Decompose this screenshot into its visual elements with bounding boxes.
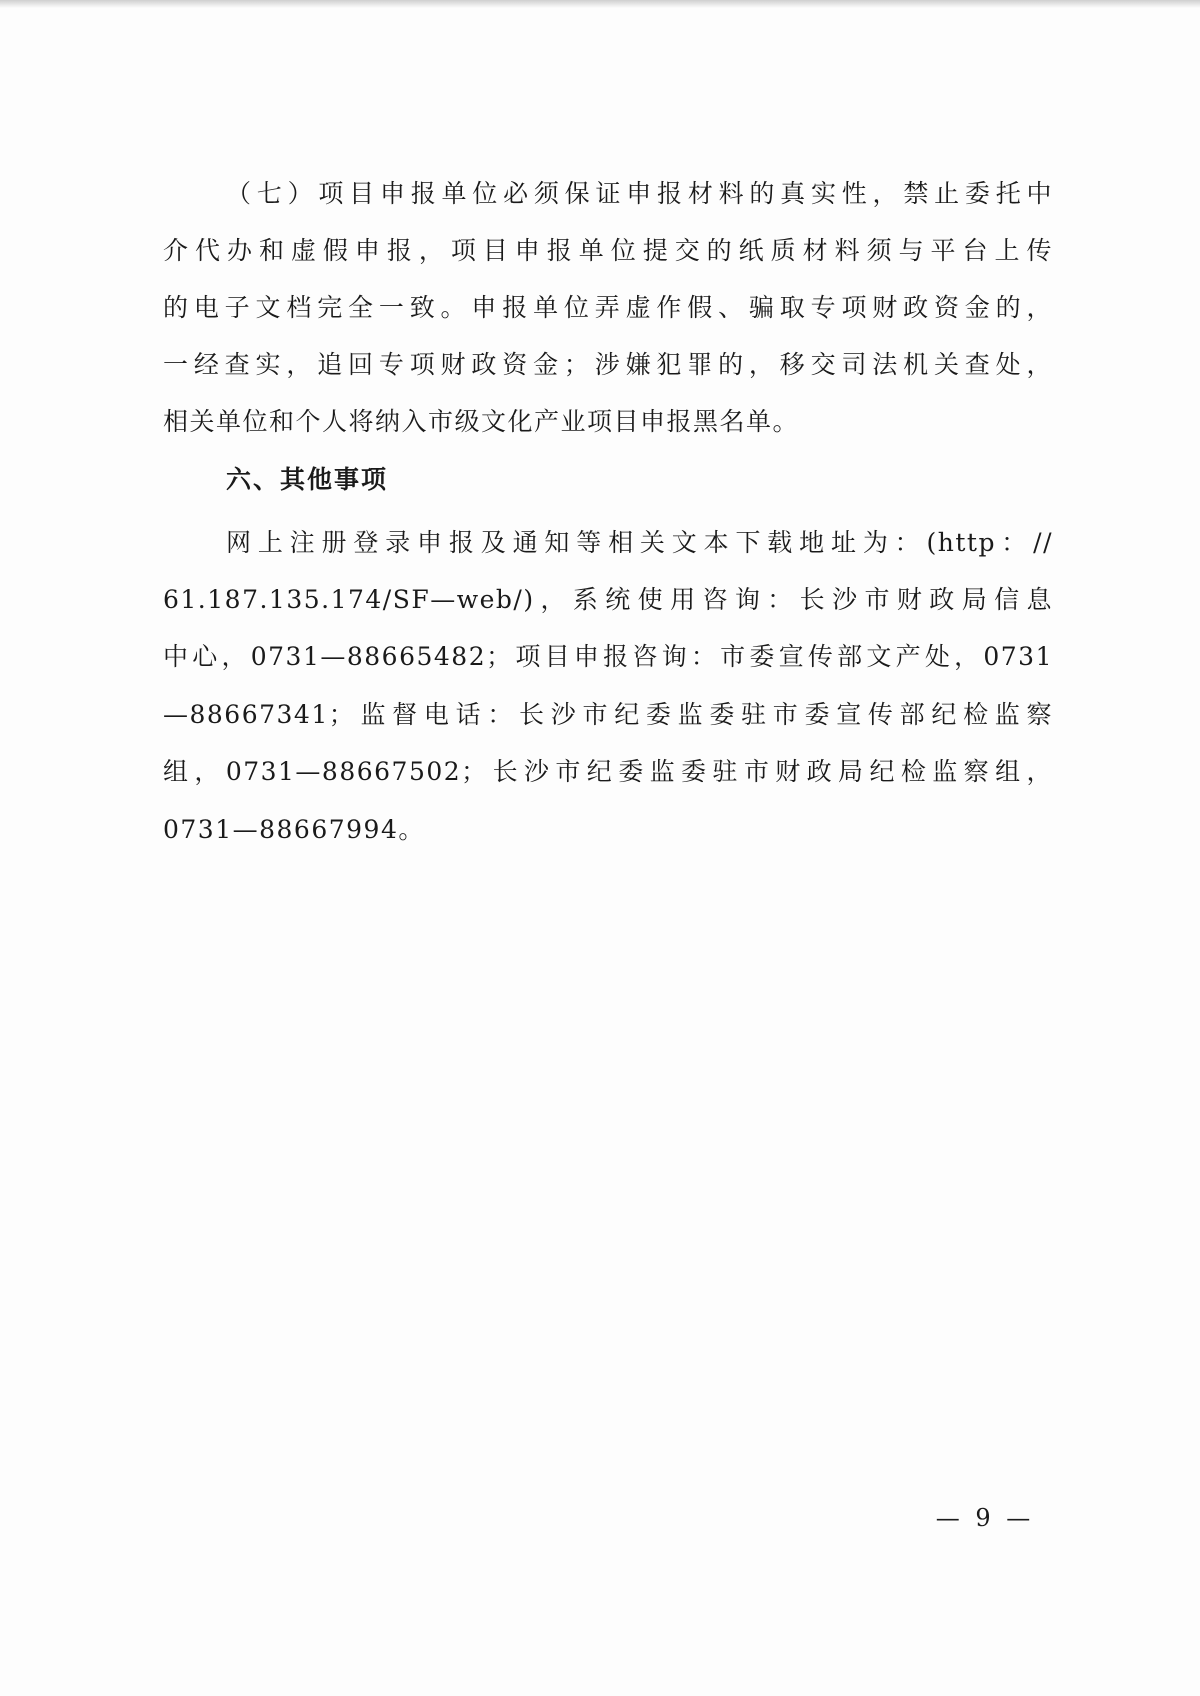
section-6-line-4: —88667341；监督电话：长沙市纪委监委驻市委宣传部纪检监察 xyxy=(163,700,1053,729)
paragraph-7-line-5: 相关单位和个人将纳入市级文化产业项目申报黑名单。 xyxy=(163,407,800,436)
section-6-line-2: 61.187.135.174/SF—web/)，系统使用咨询：长沙市财政局信息 xyxy=(163,585,1053,614)
paragraph-7-line-4: 一经查实，追回专项财政资金；涉嫌犯罪的，移交司法机关查处， xyxy=(163,350,1053,379)
scan-edge xyxy=(0,0,1200,8)
section-6-line-6: 0731—88667994。 xyxy=(163,815,425,844)
section-6-line-3: 中心，0731—88665482；项目申报咨询：市委宣传部文产处，0731 xyxy=(163,642,1053,671)
section-6-line-5: 组，0731—88667502；长沙市纪委监委驻市财政局纪检监察组， xyxy=(163,757,1053,786)
paragraph-7-line-2: 介代办和虚假申报，项目申报单位提交的纸质材料须与平台上传 xyxy=(163,236,1053,265)
page-number: — 9 — xyxy=(935,1504,1035,1532)
section-6-heading: 六、其他事项 xyxy=(226,465,389,494)
paragraph-7-line-1: （七）项目申报单位必须保证申报材料的真实性，禁止委托中 xyxy=(226,179,1053,208)
paragraph-7-line-3: 的电子文档完全一致。申报单位弄虚作假、骗取专项财政资金的， xyxy=(163,293,1053,322)
section-6-line-1: 网上注册登录申报及通知等相关文本下载地址为：(http：// xyxy=(226,528,1053,557)
